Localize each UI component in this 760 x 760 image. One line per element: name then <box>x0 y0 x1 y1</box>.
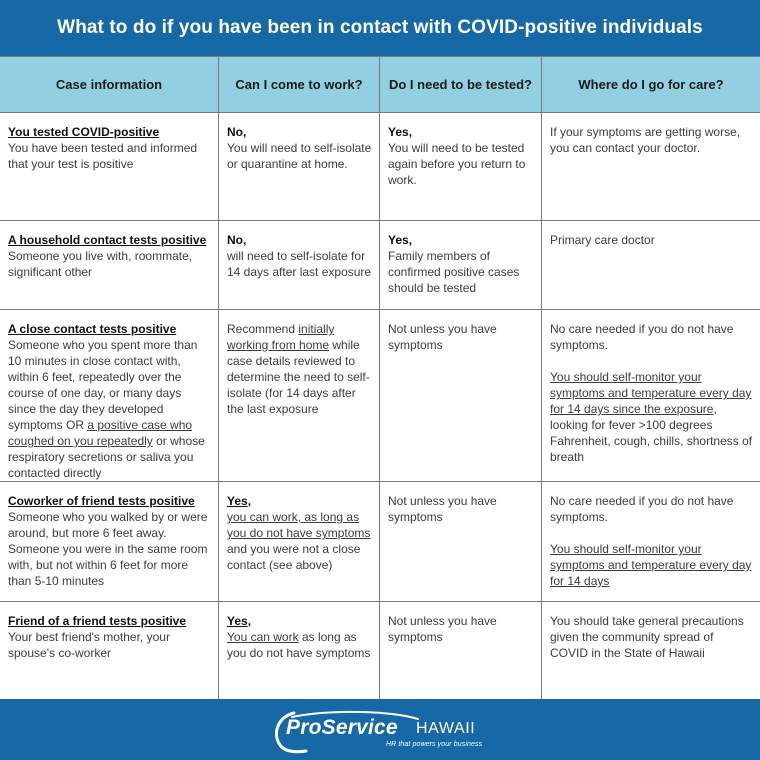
case-description: You have been tested and informed that your test is positive <box>8 141 198 171</box>
care-text: No care needed if you do not have symptoms. <box>550 322 734 352</box>
care-monitor-underlined: You should self-monitor your symptoms and temperature every day for 14 days <box>550 542 752 588</box>
test-answer: Yes, <box>388 233 413 247</box>
work-cell <box>219 113 380 221</box>
footer-banner <box>0 699 760 760</box>
care-cell <box>542 482 760 602</box>
care-text: Primary care doctor <box>550 233 655 247</box>
logo-tagline: HR that powers your business <box>386 741 483 748</box>
care-monitor-detail: , looking for fever >100 degrees Fahrenheit, cough, chills, shortness of breath <box>550 402 753 464</box>
care-cell <box>542 602 760 700</box>
care-cell <box>542 221 760 310</box>
case-description-tail: or whose respiratory secretions or saliva you contacted directly <box>8 434 205 480</box>
case-title: Friend of a friend tests positive <box>8 614 187 628</box>
work-answer: No, <box>227 233 247 247</box>
work-answer: Yes, <box>227 494 252 508</box>
case-description: Someone who you spent more than 10 minutes in close contact with, within 6 feet, repeatedly over the course of one day, or many days since the day they developed symptoms OR <box>8 338 198 432</box>
work-answer: No, <box>227 125 247 139</box>
work-detail: and you were not a close contact (see above) <box>227 542 361 572</box>
test-detail: Not unless you have symptoms <box>388 494 497 524</box>
case-description: Someone you live with, roommate, significant other <box>8 249 193 279</box>
test-detail: You will need to be tested again before you return to work. <box>388 141 526 187</box>
work-detail-underlined: you can work, as long as you do not have symptoms <box>227 510 371 540</box>
case-title: You tested COVID-positive <box>8 125 160 139</box>
work-cell <box>219 602 380 700</box>
case-title: A household contact tests positive <box>8 233 207 247</box>
work-detail: You will need to self-isolate or quarantine at home. <box>227 141 372 171</box>
work-answer: Yes, <box>227 614 252 628</box>
work-cell <box>219 310 380 482</box>
column-header-test: Do I need to be tested? <box>380 57 542 113</box>
test-detail: Family members of confirmed positive cases should be tested <box>388 249 520 295</box>
column-header-work: Can I come to work? <box>219 57 380 113</box>
care-text: If your symptoms are getting worse, you can contact your doctor. <box>550 125 741 155</box>
care-cell <box>542 310 760 482</box>
case-cell-coworker-friend <box>0 482 219 602</box>
case-description-underlined: a positive case who coughed on you repeatedly <box>8 418 193 448</box>
test-answer: Yes, <box>388 125 413 139</box>
column-header-care: Where do I go for care? <box>542 57 760 113</box>
test-cell <box>380 482 542 602</box>
column-header-case: Case information <box>0 57 219 113</box>
test-cell <box>380 602 542 700</box>
case-description: Your best friend's mother, your spouse's co-worker <box>8 630 170 660</box>
work-cell <box>219 221 380 310</box>
work-detail: while case details reviewed to determine the need to self-isolate (for 14 days after the last exposure <box>227 338 370 416</box>
work-detail-lead: Recommend <box>227 322 299 336</box>
care-monitor-underlined: You should self-monitor your symptoms and temperature every day for 14 days since the exposure <box>550 370 752 416</box>
guidance-table <box>0 56 760 699</box>
case-cell-household-contact <box>0 221 219 310</box>
case-cell-tested-positive <box>0 113 219 221</box>
care-text: You should take general precautions given the community spread of COVID in the State of Hawaii <box>550 614 744 660</box>
test-cell <box>380 113 542 221</box>
case-title: A close contact tests positive <box>8 322 177 336</box>
test-detail: Not unless you have symptoms <box>388 322 497 352</box>
care-cell <box>542 113 760 221</box>
work-detail: will need to self-isolate for 14 days after last exposure <box>227 249 372 279</box>
care-text: No care needed if you do not have symptoms. <box>550 494 734 524</box>
work-cell <box>219 482 380 602</box>
test-cell <box>380 221 542 310</box>
work-detail-underlined: initially working from home <box>227 322 335 352</box>
case-cell-close-contact <box>0 310 219 482</box>
test-cell <box>380 310 542 482</box>
case-description: Someone who you walked by or were around, but more 6 feet away. Someone you were in the same room with, but not within 6 feet for more than 5-10 minutes <box>8 510 208 588</box>
work-detail-underlined: You can work <box>227 630 299 644</box>
case-cell-friend-of-friend <box>0 602 219 700</box>
work-detail: as long as you do not have symptoms <box>227 630 371 660</box>
test-detail: Not unless you have symptoms <box>388 614 497 644</box>
logo-brand: ProService <box>286 716 398 739</box>
page-title: What to do if you have been in contact with COVID-positive individuals <box>0 0 760 56</box>
logo-region: HAWAII <box>416 720 476 737</box>
case-title: Coworker of friend tests positive <box>8 494 195 508</box>
